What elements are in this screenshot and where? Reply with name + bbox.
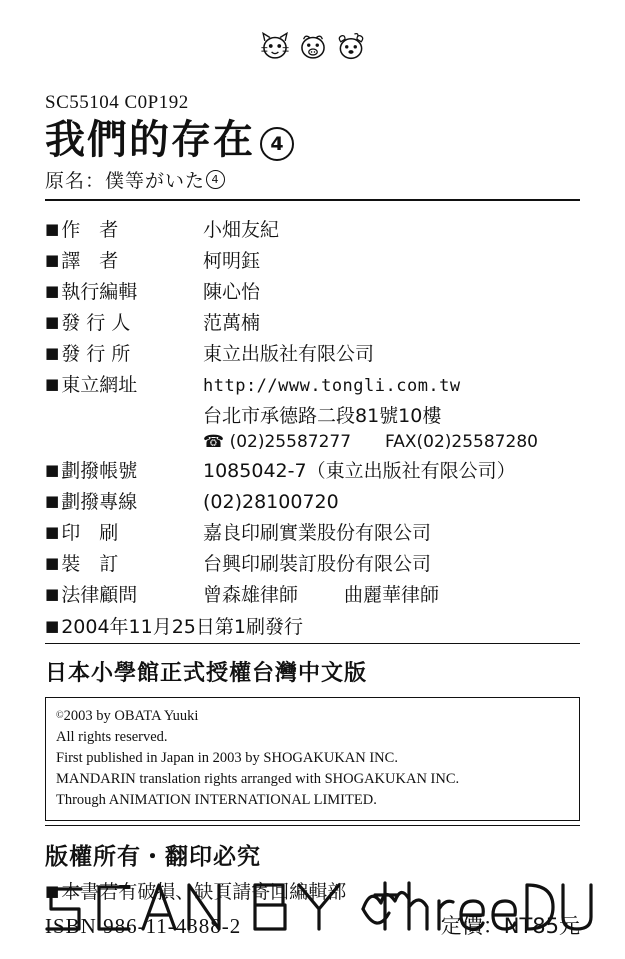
credit-value-editor: 陳心怡 [203,281,261,303]
credit-value-printing: 嘉良印刷實業股份有限公司 [203,522,432,544]
credit-label-translator: ■ 譯 者 [45,250,119,272]
credit-value-binding: 台興印刷裝訂股份有限公司 [203,553,432,575]
cat-face-doodle [258,29,292,63]
table-row [45,485,580,516]
copyright-line-3: First published in Japan in 2003 by SHOGAKUKAN INC. [56,750,398,767]
fax-number: FAX(02)25587280 [385,432,538,452]
price-value: 定價：NT85元 [440,914,580,939]
divider-top [45,199,580,201]
credit-label-giro-account: ■ 劃撥帳號 [45,460,138,482]
credit-label-publisher: ■ 發 行 所 [45,343,131,365]
credits-table [45,213,580,609]
publish-date-line: ■ 2004年11月25日第1刷發行 [45,616,303,638]
catalog-code: SC55104 C0P192 [45,92,189,113]
table-row [45,547,580,578]
isbn-value: ISBN 986-11-4388-2 [45,914,242,939]
table-row [45,578,580,609]
copyright-line-1: ©2003 by OBATA Yuuki [56,708,199,724]
square-bullet-icon: ■ [45,344,60,362]
telephone-icon: ☎ [203,432,225,452]
credit-label-binding: ■ 裝 訂 [45,553,119,575]
square-bullet-icon: ■ [45,251,60,269]
rights-reserved-line: 版權所有・翻印必究 [45,844,261,871]
table-row [45,368,580,399]
table-row [45,454,580,485]
credit-label-printing: ■ 印 刷 [45,522,119,544]
credit-label-website: ■ 東立網址 [45,374,138,396]
square-bullet-icon: ■ [45,585,60,603]
divider-footer [45,825,580,826]
copyright-line-5: Through ANIMATION INTERNATIONAL LIMITED. [56,792,377,809]
table-row [45,306,580,337]
square-bullet-icon: ■ [45,461,60,479]
credit-value-author: 小畑友紀 [203,219,280,241]
credit-label-blank-phone [45,430,203,454]
copyright-icon: © [56,710,64,721]
volume-badge: 4 [260,127,294,161]
square-bullet-icon: ■ [45,313,60,331]
original-title-line [45,166,580,193]
square-bullet-icon: ■ [45,523,60,541]
credit-label-giro-hotline: ■ 劃撥專線 [45,491,138,513]
table-row [45,430,580,454]
book-title-line [45,118,580,164]
square-bullet-icon: ■ [45,617,60,635]
table-row [45,244,580,275]
table-row [45,213,580,244]
copyright-line-4: MANDARIN translation rights arranged with SHOGAKUKAN INC. [56,771,460,788]
original-volume-badge: 4 [206,170,225,189]
square-bullet-icon: ■ [45,492,60,510]
contact-row [203,430,580,454]
credit-label-author: ■ 作 者 [45,219,119,241]
credit-value-publisher: 東立出版社有限公司 [203,343,375,365]
doodle-row [45,0,580,92]
page-title: 我們的存在 [45,117,255,163]
square-bullet-icon: ■ [45,554,60,572]
copyright-box [45,697,580,821]
square-bullet-icon: ■ [45,375,60,393]
table-row [45,399,580,430]
credit-value-giro-hotline: (02)28100720 [203,491,339,513]
credit-label-publisher-person: ■ 發 行 人 [45,312,131,334]
original-title-label: 原名：僕等がいた [45,170,206,192]
damage-return-note: ■ 本書若有破損、缺頁請寄回編輯部 [45,881,347,904]
square-bullet-icon: ■ [45,882,60,901]
credit-value-legal [203,578,580,609]
phone-number: ☎ (02)25587277 [203,432,352,452]
lawyer-two: 曲麗華律師 [344,584,440,606]
copyright-line-2: All rights reserved. [56,729,168,746]
publisher-address: 台北市承德路二段81號10樓 [203,405,442,427]
pig-face-doodle [296,29,330,63]
scan-credit-handwriting [33,869,593,939]
divider-license [45,643,580,644]
lawyer-one: 曾森雄律師 [203,584,299,606]
website-url[interactable]: http://www.tongli.com.tw [203,376,461,396]
credit-value-translator: 柯明鈺 [203,250,261,272]
table-row [45,516,580,547]
scan-credit-mark [0,869,625,939]
table-row [45,275,580,306]
credit-value-publisher-person: 范萬楠 [203,312,261,334]
square-bullet-icon: ■ [45,282,60,300]
credit-label-blank-address [45,399,203,430]
dog-face-doodle [334,29,368,63]
credit-value-giro-account: 1085042-7（東立出版社有限公司） [203,460,516,482]
credit-label-legal: ■ 法律顧問 [45,584,138,606]
table-row [45,337,580,368]
license-statement: 日本小學館正式授權台灣中文版 [45,661,368,686]
square-bullet-icon: ■ [45,220,60,238]
credit-label-editor: ■ 執行編輯 [45,281,138,303]
